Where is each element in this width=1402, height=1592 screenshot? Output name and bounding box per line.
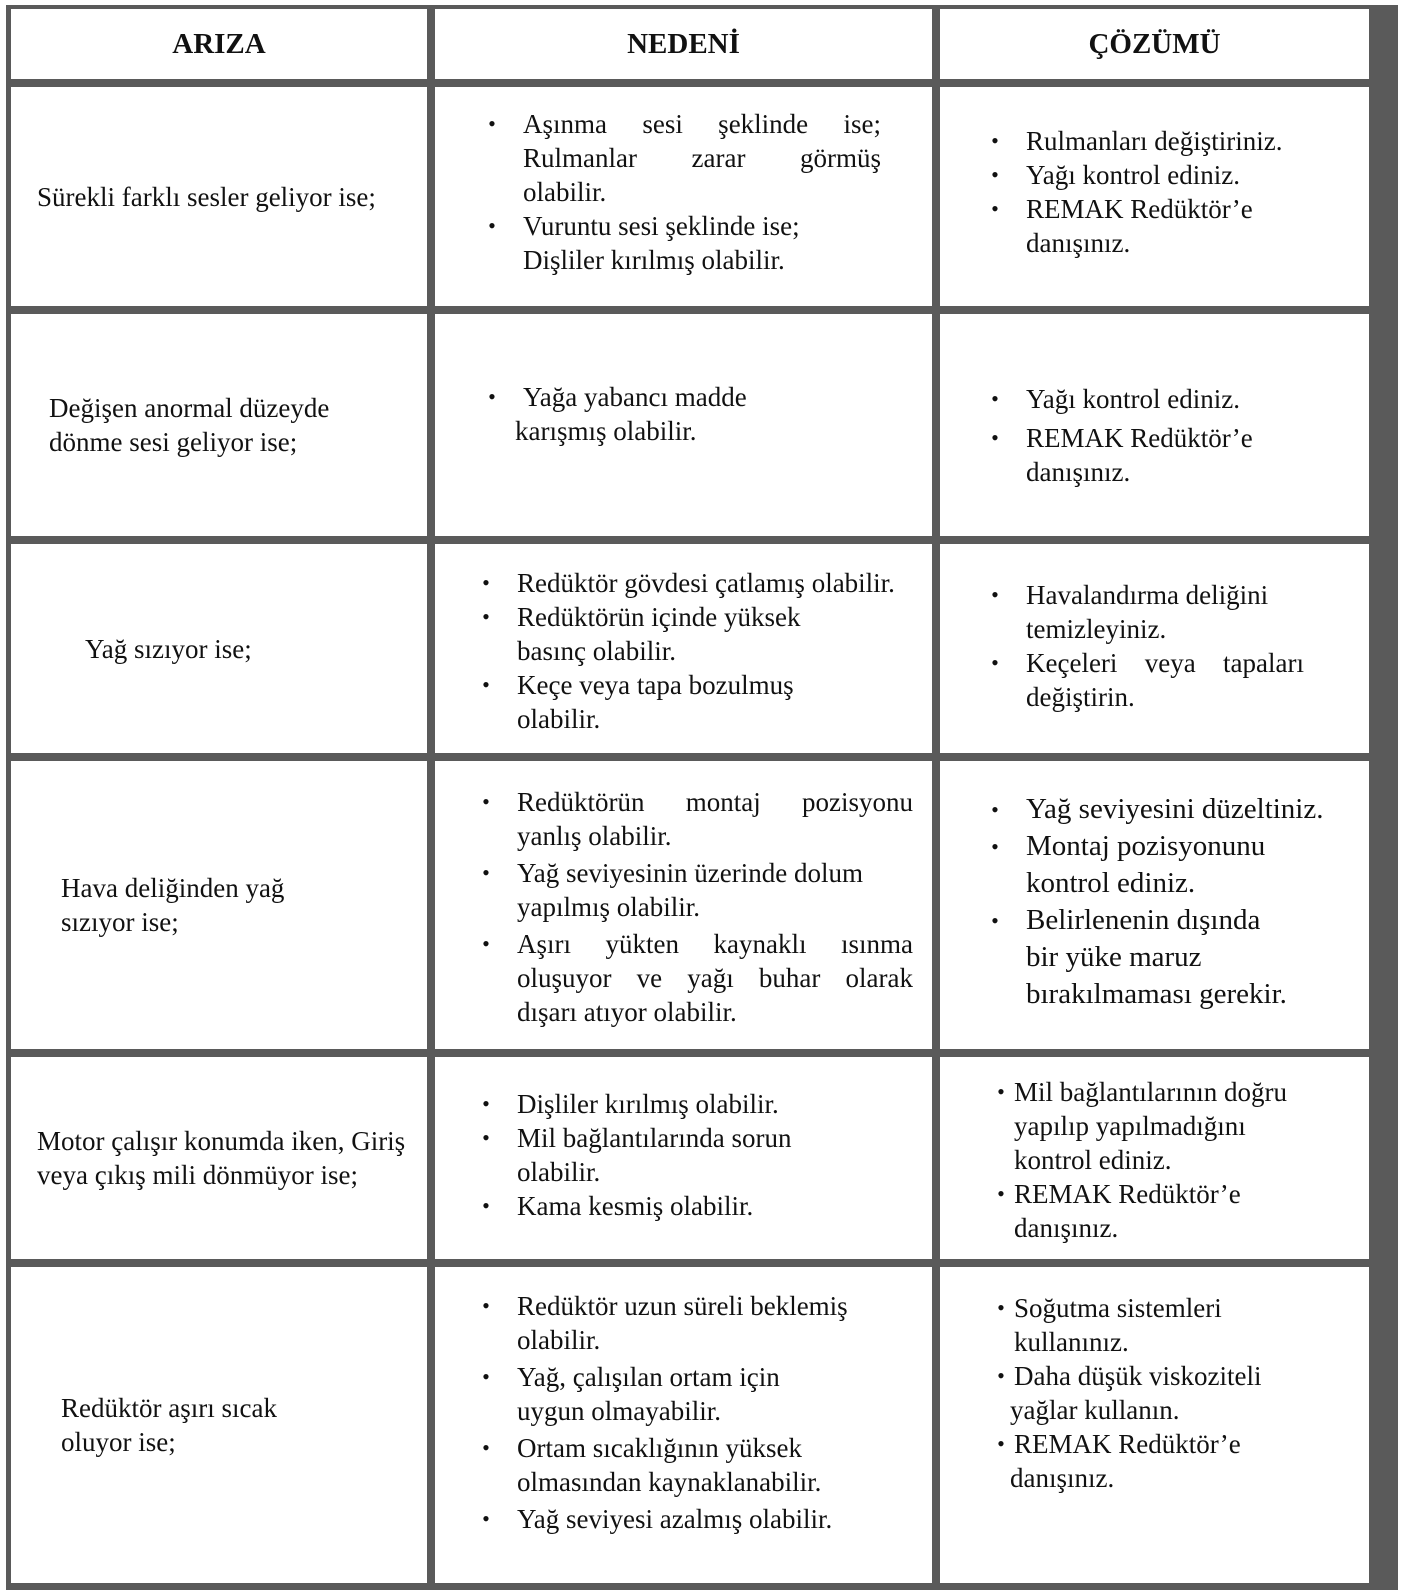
list-item: • REMAK Redüktör’e danışınız. <box>992 1427 1362 1495</box>
list-item: • Mil bağlantılarında sorun olabilir. <box>471 1121 891 1189</box>
table-row-4-nedeni <box>435 761 932 1049</box>
troubleshooting-table <box>6 5 1398 1590</box>
ariza-text: Sürekli farklı sesler geliyor ise; <box>37 181 376 212</box>
bullet-icon: • <box>482 1091 490 1116</box>
table-row-2-ariza <box>11 314 427 536</box>
table-row-2-nedeni <box>435 314 932 536</box>
bullet-icon: • <box>997 1295 1005 1320</box>
list-item: • Mil bağlantılarının doğru yapılıp yapılmadığını kontrol ediniz. <box>992 1075 1362 1177</box>
bullet-icon: • <box>482 860 490 885</box>
bullet-icon: • <box>991 834 999 859</box>
ariza-text: Motor çalışır konumda iken, Giriş veya çıkış mili dönmüyor ise; <box>37 1126 406 1190</box>
bullet-icon: • <box>997 1363 1005 1388</box>
bullet-icon: • <box>488 213 496 238</box>
bullet-icon: • <box>991 386 999 411</box>
table-row-5-cozumu <box>940 1057 1369 1259</box>
table-row-6-nedeni <box>435 1267 932 1583</box>
list-item <box>980 791 1365 828</box>
table-row-4-cozumu <box>940 761 1369 1049</box>
list-item: • Montaj pozisyonunu kontrol ediniz. <box>980 828 1365 902</box>
list-item: • Aşırı yükten kaynaklı ısınma oluşuyor ve yağı buhar olarak dışarı atıyor olabilir. <box>471 927 919 1029</box>
list-item: • Redüktörün içinde yüksek basınç olabilir. <box>471 600 931 668</box>
list-item: • Redüktörün montaj pozisyonu yanlış olabilir. <box>471 785 919 853</box>
item-text: REMAK Redüktör’e danışınız. <box>1026 423 1253 487</box>
bullet-icon: • <box>991 196 999 221</box>
table-row-5-ariza <box>11 1057 427 1259</box>
list-item: • Soğutma sistemleri kullanınız. <box>992 1291 1362 1359</box>
bullet-icon: • <box>482 604 490 629</box>
bullet-icon: • <box>482 1193 490 1218</box>
list-item <box>980 382 1280 416</box>
list-item: • Yağ, çalışılan ortam için uygun olmayabilir. <box>471 1360 911 1428</box>
table-row-4-ariza <box>11 761 427 1049</box>
bullet-icon: • <box>997 1079 1005 1104</box>
list-item: • Yağ seviyesinin üzerinde dolum yapılmış olabilir. <box>471 856 919 924</box>
bullet-icon: • <box>488 384 496 409</box>
list-item <box>471 1189 891 1223</box>
bullet-icon: • <box>997 1431 1005 1456</box>
header-nedeni <box>435 9 932 79</box>
table-row-3-ariza <box>11 544 427 753</box>
list-item: • Belirlenenin dışında bir yüke maruz bırakılmaması gerekir. <box>980 902 1365 1013</box>
list-item: • Ortam sıcaklığının yüksek olmasından kaynaklanabilir. <box>471 1431 911 1499</box>
list-item <box>471 566 931 600</box>
list-item: • Daha düşük viskoziteli yağlar kullanın. <box>992 1359 1362 1427</box>
ariza-text: Hava deliğinden yağ sızıyor ise; <box>61 873 285 937</box>
list-item <box>980 124 1360 158</box>
bullet-icon: • <box>482 789 490 814</box>
table-row-1-cozumu <box>940 87 1369 306</box>
list-item <box>980 578 1276 646</box>
list-item: • Aşınma sesi şeklinde ise; Rulmanlar zarar görmüş olabilir. <box>477 107 887 209</box>
header-label: NEDENİ <box>627 28 740 60</box>
item-text: Havalandırma deliğini temizleyiniz. <box>1026 580 1269 644</box>
list-item: • REMAK Redüktör’e danışınız. <box>992 1177 1362 1245</box>
ariza-text: Yağ sızıyor ise; <box>85 633 252 664</box>
bullet-icon: • <box>991 162 999 187</box>
bullet-icon: • <box>482 1364 490 1389</box>
table-row-3-cozumu <box>940 544 1369 753</box>
bullet-icon: • <box>488 111 496 136</box>
table-row-2-cozumu <box>940 314 1369 536</box>
bullet-icon: • <box>482 672 490 697</box>
table-row-1-nedeni <box>435 87 932 306</box>
table-row-6-cozumu <box>940 1267 1369 1583</box>
list-item: • Keçe veya tapa bozulmuş olabilir. <box>471 668 931 736</box>
bullet-icon: • <box>482 1506 490 1531</box>
item-text: REMAK Redüktör’e danışınız. <box>1026 194 1253 258</box>
table-row-6-ariza <box>11 1267 427 1583</box>
bullet-icon: • <box>482 570 490 595</box>
bullet-icon: • <box>991 425 999 450</box>
item-text: Redüktör gövdesi çatlamış olabilir. <box>517 568 895 598</box>
header-label: ARIZA <box>172 28 266 60</box>
bullet-icon: • <box>482 1125 490 1150</box>
item-text: Yağ seviyesini düzeltiniz. <box>1026 793 1324 825</box>
bullet-icon: • <box>482 1293 490 1318</box>
list-item: • Redüktör uzun süreli beklemiş olabilir. <box>471 1289 911 1357</box>
bullet-icon: • <box>991 908 999 933</box>
header-ariza <box>11 9 427 79</box>
list-item <box>980 421 1286 489</box>
bullet-icon: • <box>991 582 999 607</box>
bullet-icon: • <box>991 797 999 822</box>
list-item <box>471 1087 891 1121</box>
header-label: ÇÖZÜMÜ <box>1088 28 1221 60</box>
bullet-icon: • <box>991 128 999 153</box>
list-item: • Vuruntu sesi şeklinde ise; Dişliler kırılmış olabilir. <box>477 209 887 277</box>
bullet-icon: • <box>997 1181 1005 1206</box>
item-text: Yağ seviyesi azalmış olabilir. <box>517 1504 833 1534</box>
bullet-icon: • <box>482 931 490 956</box>
header-cozumu <box>940 9 1369 79</box>
item-text: Kama kesmiş olabilir. <box>517 1191 754 1221</box>
table-row-5-nedeni <box>435 1057 932 1259</box>
list-item <box>980 158 1360 192</box>
item-text: Yağı kontrol ediniz. <box>1026 384 1240 414</box>
list-item: • Keçeleri veya tapaları değiştirin. <box>980 646 1310 714</box>
list-item <box>980 192 1286 260</box>
table-row-3-nedeni <box>435 544 932 753</box>
bullet-icon: • <box>482 1435 490 1460</box>
ariza-text: Değişen anormal düzeyde dönme sesi geliyor ise; <box>49 393 330 457</box>
bullet-icon: • <box>991 650 999 675</box>
ariza-text: Redüktör aşırı sıcak oluyor ise; <box>61 1393 277 1457</box>
item-text: Yağı kontrol ediniz. <box>1026 160 1240 190</box>
table-row-1-ariza <box>11 87 427 306</box>
item-text: Dişliler kırılmış olabilir. <box>517 1089 779 1119</box>
list-item <box>471 1502 911 1536</box>
list-item: • Yağa yabancı madde karışmış olabilir. <box>477 380 777 448</box>
item-text: Rulmanları değiştiriniz. <box>1026 126 1283 156</box>
